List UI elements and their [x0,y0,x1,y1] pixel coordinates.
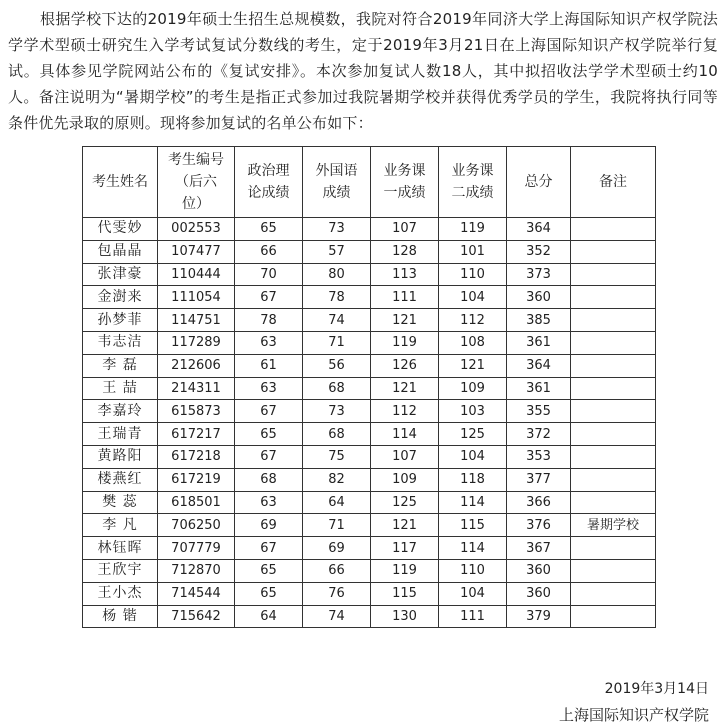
cell-language: 71 [303,331,371,354]
cell-politics: 65 [235,423,303,446]
table-row [83,377,656,400]
cell-id: 618501 [158,491,235,514]
cell-remark [571,354,656,377]
cell-language: 73 [303,218,371,241]
cell-course1: 114 [371,423,439,446]
table-row [83,263,656,286]
cell-language: 78 [303,286,371,309]
cell-language: 82 [303,468,371,491]
cell-total: 360 [507,582,571,605]
table-row [83,240,656,263]
cell-remark [571,400,656,423]
cell-language: 76 [303,582,371,605]
cell-total: 373 [507,263,571,286]
cell-course1: 113 [371,263,439,286]
cell-id: 714544 [158,582,235,605]
cell-name: 王欣宇 [83,559,158,582]
table-row [83,605,656,628]
cell-course1: 112 [371,400,439,423]
cell-politics: 66 [235,240,303,263]
cell-course2: 114 [439,491,507,514]
cell-total: 360 [507,559,571,582]
cell-course1: 130 [371,605,439,628]
cell-course1: 107 [371,445,439,468]
cell-politics: 64 [235,605,303,628]
header-name: 考生姓名 [83,147,158,218]
cell-id: 107477 [158,240,235,263]
cell-course2: 121 [439,354,507,377]
cell-remark [571,423,656,446]
cell-id: 617219 [158,468,235,491]
intro-paragraph: 根据学校下达的2019年硕士生招生总规模数，我院对符合2019年同济大学上海国际知识产权学院法学学术型硕士研究生入学考试复试分数线的考生，定于2019年3月21日在上海国际知识产权学院举行复试。具体参见学院网站公布的《复试安排》。本次参加复试人数18人，其中拟招收法学学术型硕士约10人。备注说明为“暑期学校”的考生是指正式参加过我院暑期学校并获得优秀学员的学生，我院将执行同等条件优先录取的原则。现将参加复试的名单公布如下： [8,10,718,132]
table-row [83,514,656,537]
cell-course2: 104 [439,582,507,605]
table-row [83,582,656,605]
table-row [83,309,656,332]
cell-politics: 63 [235,377,303,400]
cell-total: 364 [507,354,571,377]
cell-id: 214311 [158,377,235,400]
cell-course2: 108 [439,331,507,354]
cell-name: 包晶晶 [83,240,158,263]
cell-course1: 117 [371,537,439,560]
cell-course2: 118 [439,468,507,491]
cell-politics: 63 [235,491,303,514]
table-header [83,147,656,218]
cell-politics: 65 [235,559,303,582]
header-course1: 业务课 一成绩 [371,147,439,218]
cell-language: 73 [303,400,371,423]
cell-remark [571,263,656,286]
cell-language: 66 [303,559,371,582]
cell-course1: 115 [371,582,439,605]
header-id: 考生编号 （后六 位） [158,147,235,218]
cell-course2: 104 [439,445,507,468]
table-row [83,286,656,309]
cell-remark [571,286,656,309]
cell-total: 366 [507,491,571,514]
table-row [83,491,656,514]
cell-politics: 67 [235,400,303,423]
cell-course1: 119 [371,331,439,354]
candidate-table [82,146,656,628]
cell-remark [571,377,656,400]
cell-politics: 67 [235,537,303,560]
table-row [83,400,656,423]
cell-language: 64 [303,491,371,514]
cell-course2: 112 [439,309,507,332]
cell-total: 353 [507,445,571,468]
table-row [83,468,656,491]
cell-remark [571,605,656,628]
cell-remark [571,559,656,582]
cell-language: 56 [303,354,371,377]
cell-remark [571,445,656,468]
cell-course2: 110 [439,559,507,582]
cell-total: 372 [507,423,571,446]
table-row [83,331,656,354]
cell-name: 王小杰 [83,582,158,605]
cell-total: 361 [507,331,571,354]
cell-politics: 68 [235,468,303,491]
cell-course2: 111 [439,605,507,628]
cell-course1: 121 [371,309,439,332]
cell-course2: 103 [439,400,507,423]
cell-course2: 115 [439,514,507,537]
cell-remark [571,582,656,605]
cell-id: 114751 [158,309,235,332]
cell-total: 367 [507,537,571,560]
cell-id: 615873 [158,400,235,423]
cell-name: 楼燕红 [83,468,158,491]
cell-remark [571,468,656,491]
cell-name: 黄路阳 [83,445,158,468]
cell-total: 361 [507,377,571,400]
cell-name: 孙梦菲 [83,309,158,332]
cell-language: 75 [303,445,371,468]
cell-politics: 65 [235,218,303,241]
cell-politics: 65 [235,582,303,605]
cell-course1: 121 [371,377,439,400]
cell-remark [571,537,656,560]
cell-language: 80 [303,263,371,286]
cell-remark [571,240,656,263]
cell-course1: 109 [371,468,439,491]
cell-name: 李 磊 [83,354,158,377]
footer-org: 上海国际知识产权学院 [558,706,709,724]
cell-course1: 111 [371,286,439,309]
cell-name: 张津豪 [83,263,158,286]
cell-course2: 109 [439,377,507,400]
cell-id: 212606 [158,354,235,377]
cell-course2: 104 [439,286,507,309]
cell-politics: 63 [235,331,303,354]
cell-id: 117289 [158,331,235,354]
cell-language: 71 [303,514,371,537]
cell-total: 385 [507,309,571,332]
cell-total: 377 [507,468,571,491]
cell-name: 韦志洁 [83,331,158,354]
cell-course1: 121 [371,514,439,537]
cell-remark [571,491,656,514]
cell-name: 李嘉玲 [83,400,158,423]
cell-total: 376 [507,514,571,537]
cell-course1: 119 [371,559,439,582]
cell-name: 杨 锴 [83,605,158,628]
cell-politics: 67 [235,286,303,309]
cell-language: 69 [303,537,371,560]
cell-language: 74 [303,605,371,628]
cell-name: 代雯妙 [83,218,158,241]
table-row [83,218,656,241]
table-body [83,218,656,628]
footer-date: 2019年3月14日 [604,681,709,697]
cell-name: 李 凡 [83,514,158,537]
cell-politics: 78 [235,309,303,332]
table-row [83,445,656,468]
cell-total: 364 [507,218,571,241]
cell-id: 111054 [158,286,235,309]
cell-politics: 61 [235,354,303,377]
cell-course2: 110 [439,263,507,286]
cell-name: 林钰晖 [83,537,158,560]
cell-course2: 101 [439,240,507,263]
cell-id: 002553 [158,218,235,241]
cell-politics: 69 [235,514,303,537]
cell-id: 712870 [158,559,235,582]
cell-course2: 114 [439,537,507,560]
cell-course1: 125 [371,491,439,514]
cell-course2: 125 [439,423,507,446]
cell-remark [571,331,656,354]
cell-remark [571,309,656,332]
cell-name: 王瑞青 [83,423,158,446]
cell-course2: 119 [439,218,507,241]
cell-id: 715642 [158,605,235,628]
cell-remark [571,218,656,241]
header-politics: 政治理 论成绩 [235,147,303,218]
cell-total: 360 [507,286,571,309]
header-language: 外国语 成绩 [303,147,371,218]
cell-remark: 暑期学校 [571,514,656,537]
cell-id: 617217 [158,423,235,446]
cell-language: 57 [303,240,371,263]
cell-name: 王 喆 [83,377,158,400]
cell-total: 379 [507,605,571,628]
cell-language: 68 [303,423,371,446]
table-row [83,354,656,377]
cell-name: 金澍来 [83,286,158,309]
cell-id: 706250 [158,514,235,537]
cell-politics: 67 [235,445,303,468]
header-total: 总分 [507,147,571,218]
cell-id: 707779 [158,537,235,560]
cell-id: 617218 [158,445,235,468]
cell-course1: 128 [371,240,439,263]
cell-name: 樊 蕊 [83,491,158,514]
table-row [83,559,656,582]
cell-course1: 126 [371,354,439,377]
cell-total: 352 [507,240,571,263]
cell-total: 355 [507,400,571,423]
table-row [83,423,656,446]
cell-language: 68 [303,377,371,400]
cell-language: 74 [303,309,371,332]
table-row [83,537,656,560]
cell-course1: 107 [371,218,439,241]
cell-politics: 70 [235,263,303,286]
cell-id: 110444 [158,263,235,286]
header-remark: 备注 [571,147,656,218]
header-course2: 业务课 二成绩 [439,147,507,218]
